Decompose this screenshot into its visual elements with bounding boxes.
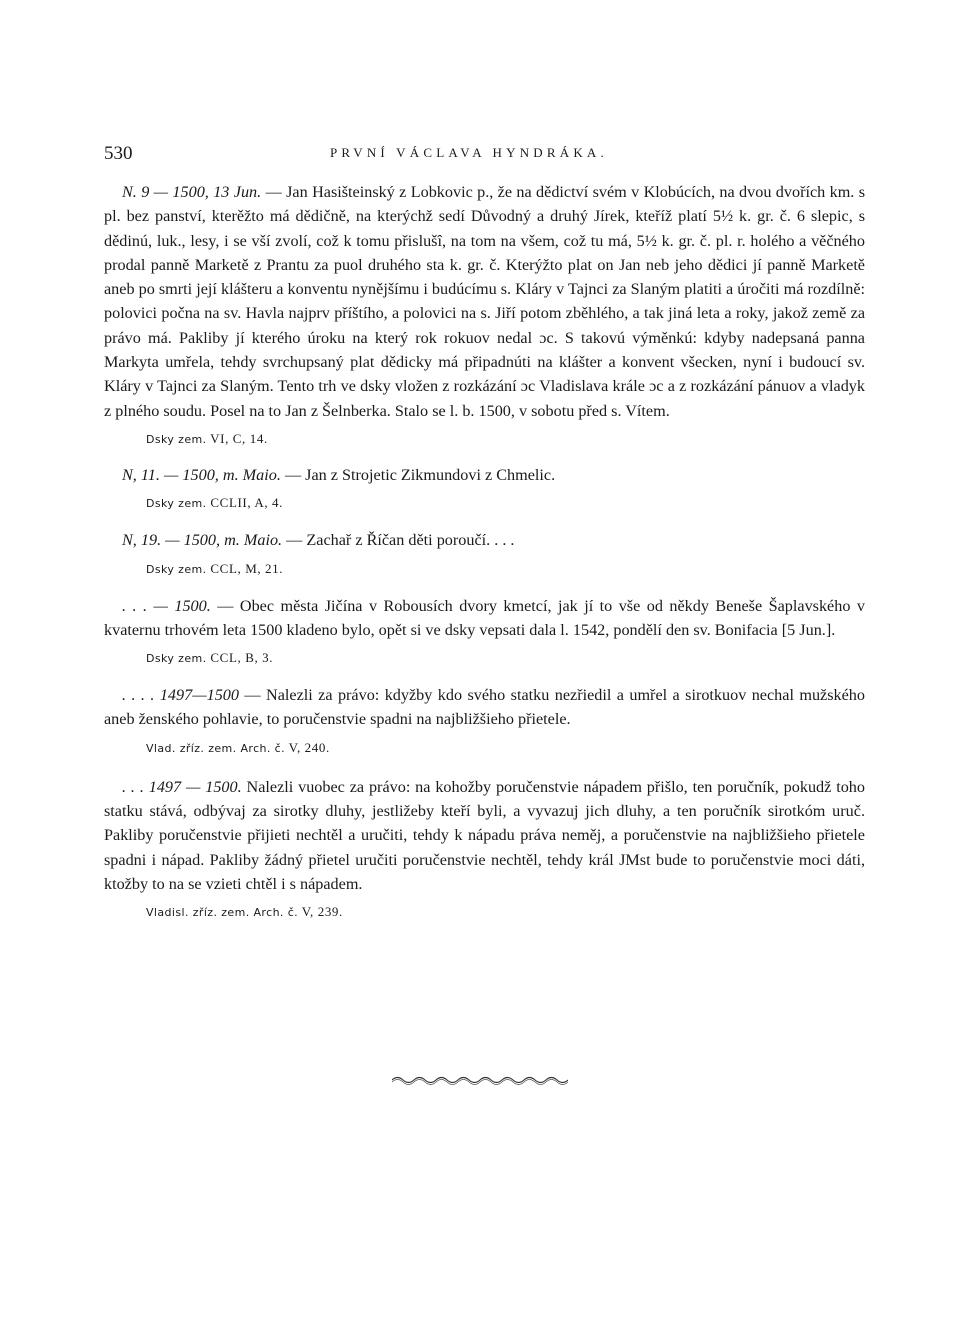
entry-lead: . . . . 1497—1500 — [122, 686, 239, 705]
entry-text — [104, 594, 865, 643]
entry — [104, 528, 865, 579]
entry-body: — Jan z Strojetic Zikmundovi z Chmelic. — [280, 465, 556, 484]
source-label: Vladisl. zříz. zem. Arch. č. — [146, 906, 299, 920]
entry-body: — Jan Hasišteinský z Lobkovic p., že na dědictví svém v Klobúcích, na dvou dvořích km. s pl. bez panství, kterěžto má dědičně, na kterýchž sedí Důvodný a druhý Jírek, kteříž platí 5½ k. gr. č. 6 slepic, s dědinú, luk., lesy, i se vší zvolí, což k tomu přislušî, na tom na všem, což tu má, 5½ k. gr. č. pl. r. holého a věčného prodal panně Marketě z Prantu za puol druhého sta k. gr. č. Kterýžto plat on Jan neb jeho dědici jí panně Marketě aneb po smrti její klášteru a konventu nynějšímu i budúcímu s. Kláry v Tajnci za Slaným platiti a úročiti má rozdílně: polovici počna na sv. Havla najprv příštího, a polovici na s. Jiří potom zběhlého, a tak jiná leta a roky, jakož země za právo má. Pakliby jí kterého úroku na který rok rokuov nedal ɔc. S takovú výměnkú: kdyby nadepsaná panna Markyta umřela, tehdy svrchupsaný plat dědicky má připadnúti na klášter a konvent všecken, nyní i budoucí sv. Kláry v Tajnci za Slaným. Tento trh ve dsky vložen z rozkázání ɔc Vladislava krále ɔc a z rozkázání pánuov a vladyk z plného soudu. Posel na to Jan z Šelnberka. Stalo se l. b. 1500, v sobotu před s. Vítem. — [104, 183, 866, 420]
entry — [104, 594, 865, 670]
source-citation — [146, 559, 865, 580]
entry-lead: N. 9 — 1500, 13 Jun. — [122, 183, 262, 201]
source-ref: CCLII, A, 4. — [210, 495, 283, 511]
entry-body: Nalezli vuobec za právo: na kohožby poručenstvie nápadem přišlo, ten poručník, pokudž toho statku stává, odbývaj za sirotky dluhy, jestližeby kteří byli, a vyvazuj jich dluhy, a ten poručník sirotkóm uruč. Pakliby poručenstvie přijieti nechtěl a uručiti, tehdy k nápadu práva neměj, a poručenstvie na najbližšieho přietele spadni i nápad. Pakliby žádný přietel uručiti poručenstvie nechtěl, tehdy král JMst bude to poručenstvie moci dáti, ktožby to na se vzieti chtěl i s nápadem. — [104, 777, 865, 893]
source-label: Dsky zem. — [146, 652, 207, 666]
entry-body: — Zachař z Říčan děti poroučí. . . . — [282, 531, 515, 550]
entry — [104, 180, 865, 450]
source-citation — [146, 429, 865, 450]
source-label: Dsky zem. — [146, 562, 207, 576]
entry-text — [104, 180, 865, 423]
wavy-rule-ornament — [392, 1073, 568, 1087]
source-citation — [146, 738, 865, 759]
source-ref: VI, C, 14. — [210, 430, 268, 446]
entry-body: — Nalezli za právo: kdyžby kdo svého statku nezřiedil a umřel a sirotkuov nechal mužského aneb ženského pohlavie, to poručenstvie spadni na najbližšieho přietele. — [104, 686, 865, 729]
entry — [104, 683, 865, 759]
source-label: Dsky zem. — [146, 497, 207, 511]
page-header — [104, 143, 864, 165]
entry — [104, 463, 865, 514]
entry-body: — Obec města Jičína v Robousích dvory kmetcí, jak jí to vše od někdy Beneše Šaplavského v kvaternu trhovém leta 1500 kladeno bylo, opět si ve dsky vepsati dala l. 1542, pondělí den sv. Bonifacia [5 Jun.]. — [104, 596, 865, 639]
source-ref: CCL, B, 3. — [210, 650, 274, 666]
source-ref: V, 240. — [288, 739, 330, 755]
entry-text — [104, 683, 865, 732]
entry-lead: . . . 1497 — 1500. — [122, 777, 242, 796]
source-label: Vlad. zříz. zem. Arch. č. — [146, 741, 286, 755]
entry-text — [104, 775, 865, 896]
wavy-rule-icon — [392, 1073, 568, 1087]
entry-lead: . . . — 1500. — [122, 596, 211, 615]
source-citation — [146, 902, 865, 923]
entry-text — [104, 463, 865, 487]
entry-lead: N, 11. — 1500, m. Maio. — [122, 465, 281, 484]
source-label: Dsky zem. — [146, 432, 207, 446]
document-body — [104, 180, 865, 923]
source-ref: V, 239. — [301, 904, 343, 920]
source-citation — [146, 493, 865, 514]
page-number: 530 — [104, 143, 133, 164]
entry-text — [104, 528, 865, 552]
running-title: PRVNÍ VÁCLAVA HYNDRÁKA. — [330, 145, 608, 160]
entry-lead: N, 19. — 1500, m. Maio. — [122, 531, 283, 550]
entry — [104, 775, 865, 923]
source-ref: CCL, M, 21. — [210, 560, 284, 576]
source-citation — [146, 648, 865, 669]
